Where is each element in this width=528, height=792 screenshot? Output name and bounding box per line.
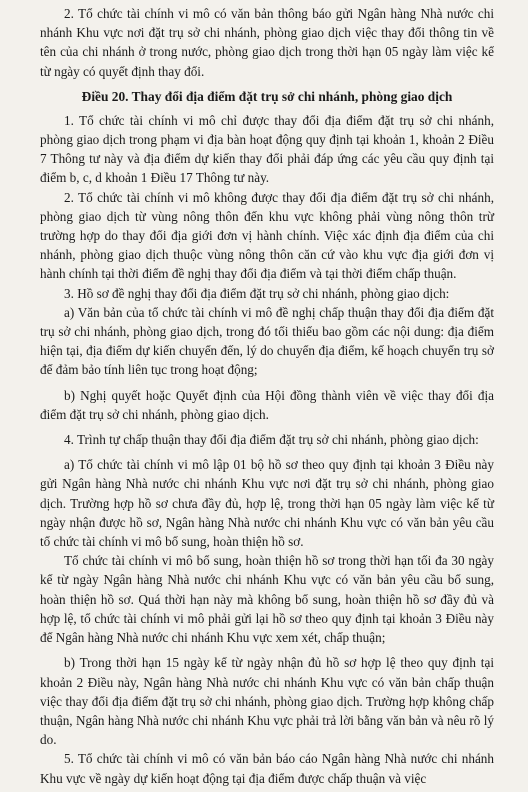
article-20-heading: Điều 20. Thay đổi địa điểm đặt trụ sở chi nhánh, phòng giao dịch <box>81 88 453 104</box>
paragraph-clause-4b: b) Trong thời hạn 15 ngày kể từ ngày nhận đủ hồ sơ hợp lệ theo quy định tại khoản 2 Điều này, Ngân hàng Nhà nước chi nhánh Khu vực có văn bản chấp thuận việc thay đổi địa điểm đặt trụ sở chi nhánh, phòng giao dịch. Trường hợp không chấp thuận, Ngân hàng Nhà nước chi nhánh Khu vực phải trả lời bằng văn bản và nêu rõ lý do. <box>40 655 494 748</box>
paragraph-clause-3: 3. Hồ sơ đề nghị thay đổi địa điểm đặt trụ sở chi nhánh, phòng giao dịch: <box>64 285 450 301</box>
paragraph-clause-3a: a) Văn bản của tổ chức tài chính vi mô đề nghị chấp thuận thay đổi địa điểm đặt trụ sở chi nhánh, phòng giao dịch, trong đó tối thiểu bao gồm các nội dung: địa điểm hiện tại, địa điểm dự kiến chuyển đến, lý do chuyển địa điểm, kế hoạch chuyển trụ sở để đảm bảo tính liên tục trong hoạt động; <box>40 304 494 378</box>
paragraph-clause-2: 2. Tổ chức tài chính vi mô không được thay đổi địa điểm đặt trụ sở chi nhánh, phòng giao dịch từ vùng nông thôn đến khu vực không phải vùng nông thôn trừ trường hợp do thay đổi địa giới đơn vị hành chính. Việc xác định địa điểm của chi nhánh, phòng giao dịch thuộc vùng nông thôn căn cứ vào khu vực địa giới đơn vị hành chính tại thời điểm đề nghị thay đổi địa điểm và tại thời điểm chấp thuận. <box>40 189 494 282</box>
paragraph-clause-4a: a) Tổ chức tài chính vi mô lập 01 bộ hồ sơ theo quy định tại khoản 3 Điều này gửi Ngân hàng Nhà nước chi nhánh Khu vực nơi đặt trụ sở chi nhánh, phòng giao dịch. Trường hợp hồ sơ chưa đầy đủ, hợp lệ, trong thời hạn 05 ngày làm việc kể từ ngày nhận được hồ sơ, Ngân hàng Nhà nước chi nhánh Khu vực có văn bản yêu cầu tổ chức tài chính vi mô bổ sung, hoàn thiện hồ sơ. <box>40 457 494 550</box>
paragraph-clause-2-notice: 2. Tổ chức tài chính vi mô có văn bản thông báo gửi Ngân hàng Nhà nước chi nhánh Khu vực nơi đặt trụ sở chi nhánh, phòng giao dịch việc thay đổi thông tin về tên của chi nhánh ở trong nước, phòng giao dịch trong thời hạn 05 ngày làm việc kể từ ngày có quyết định thay đổi. <box>40 6 494 79</box>
paragraph-clause-5: 5. Tổ chức tài chính vi mô có văn bản báo cáo Ngân hàng Nhà nước chi nhánh Khu vực về ngày dự kiến hoạt động tại địa điểm được chấp thuận và việc <box>40 751 494 786</box>
paragraph-clause-4: 4. Trình tự chấp thuận thay đổi địa điểm đặt trụ sở chi nhánh, phòng giao dịch: <box>64 432 479 448</box>
paragraph-clause-1: 1. Tổ chức tài chính vi mô chỉ được thay đổi địa điểm đặt trụ sở chi nhánh, phòng giao dịch trong phạm vi địa bàn hoạt động quy định tại khoản 1, khoản 2 Điều 7 Thông tư này và địa điểm dự kiến thay đổi phải đáp ứng các yêu cầu quy định tại điểm b, c, d khoản 1 Điều 17 Thông tư này. <box>40 112 494 186</box>
paragraph-clause-3b: b) Nghị quyết hoặc Quyết định của Hội đồng thành viên về việc thay đổi địa điểm đặt trụ sở chi nhánh, phòng giao dịch. <box>40 387 494 422</box>
paragraph-clause-4a-cont: Tổ chức tài chính vi mô bổ sung, hoàn thiện hồ sơ trong thời hạn tối đa 30 ngày kể từ ngày Ngân hàng Nhà nước chi nhánh Khu vực có văn bản yêu cầu bổ sung, hoàn thiện hồ sơ. Quá thời hạn này mà không bổ sung, hoàn thiện hồ sơ đầy đủ và hợp lệ, tổ chức tài chính vi mô phải gửi lại hồ sơ theo quy định tại khoản 3 Điều này để Ngân hàng Nhà nước chi nhánh Khu vực xem xét, chấp thuận; <box>40 553 494 646</box>
